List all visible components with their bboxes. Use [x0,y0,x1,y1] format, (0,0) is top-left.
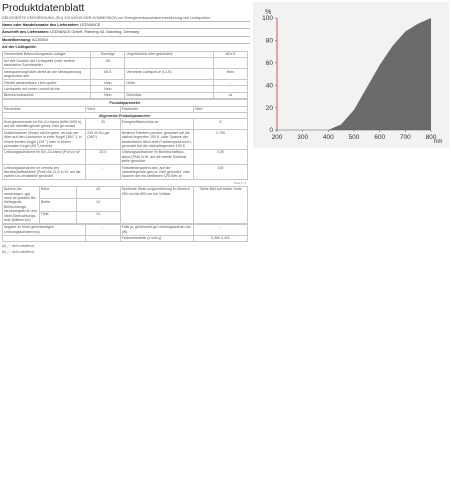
cell: G [194,119,248,130]
table-row [3,186,248,198]
table-row [3,69,248,80]
datasheet [2,2,250,254]
cell: Farbwiedergabeín-dex, auf die nächstliegende gan-ze Zahl gerundet, oder Spanne der ein-stellbaren CRI-Wer-te [120,165,194,180]
cell: Falls ja, gleichwerti-ge Leistungsaufnah-me (W) [120,224,194,235]
cell: Leistungsaufnahme im Bereitschaftszu-stand (Psb) in W, auf die zweite Dezimal-stelle gerundet [120,149,194,164]
cell: 235 lm Ku-gel (360°) [86,130,120,150]
cell: 100 [194,165,248,180]
cell: - [213,80,247,86]
cell: G9 [91,58,125,69]
y-tick-label: 40 [265,82,273,90]
cell: Blendschutzschild: [3,92,91,98]
cell: Hülle: [125,80,213,86]
x-tick-label: 800 [425,134,437,141]
dimensions-table [2,186,248,224]
params-table [2,99,248,186]
cell: NDLS [213,51,247,57]
cell: Farbwertanteile (x und y) [120,235,194,241]
params-heading: Produktparameter [3,100,248,106]
x-tick-label: 700 [399,134,411,141]
spectral-chart-svg [253,2,449,148]
table-row [3,165,248,180]
table-row [3,92,248,98]
supplier-address-label: Anschrift des Lieferanten: [2,30,50,35]
model-row [2,36,250,44]
x-tick-label: 200 [271,134,283,141]
cell: 0,00 [194,149,248,164]
supplier-brand-label: Name oder Handelsmarke des Lieferanten: [2,22,80,27]
supplier-brand-value: LEDVANCE [80,22,101,27]
cell: ähnliche Farbtem-peratur, gerundet auf die nächst-liegenden 100 K, oder Spanne der einstellbaren ähnli-chen Farbtempera-turen, gerundet auf die nächstliegenden 100 K [120,130,194,150]
table-row [3,224,248,235]
equivalent-table [2,224,248,242]
model-value: AC35304 [31,37,48,42]
x-tick-label: 500 [348,134,360,141]
cell: Vernetzte Lichtquel-le (CLS): [125,69,213,80]
table-row [3,149,248,164]
supplier-brand-row [2,21,250,29]
page-title: Produktdatenblatt [2,2,85,14]
cell: Energieverbrauch im Ein-Zu-stand (kWh/1000 h), auf die nächstliegende ganze Zahl ge-rundet [3,119,86,130]
table-row [3,130,248,150]
general-heading: Allgemeine Produktparameter: [3,113,248,119]
cell: Partiell abstimmbare Licht-quelle: [3,80,91,86]
cell: - [86,224,120,235]
supplier-address-value: LEDVANCE GmbH, Parkring 33, Garching, Germany [50,30,140,35]
y-tick-label: 60 [265,60,273,67]
cell: Nein [91,92,125,98]
y-tick-label: 0 [269,127,273,135]
cell: Leistungsaufnahme im vernetz-ten Bereitschaftsbetrieb (Pnet) für CLS in W, auf die zweite De-zimalstelle gerundet [3,165,86,180]
cell: 20,0 [86,149,120,164]
spectrum-area [277,18,431,130]
cell: MLS [91,69,125,80]
dimension-value: 14 [76,211,120,223]
cell [213,58,247,69]
page-marker: Seite 1 / 1 [233,180,247,185]
x-tick-label: 600 [374,134,386,141]
supplier-address-row [2,28,250,36]
spectral-label: Spektrale Strah-lungsverteilung im Bereich 250 nm bis 800 nm bei Volllast [120,186,194,223]
table-row [3,235,248,241]
dimension-name: Tiefe [39,211,76,223]
cell: - [86,165,120,180]
footnote: (b) „-“: nicht zutreffend; [2,250,35,255]
type-table [2,51,248,99]
y-tick-label: 20 [265,104,273,112]
cell: Nutzlichtstrom (Φuse) mit An-gabe, ob sich der Wert auf den Lichtstrom in einer Kugel (360 °), in einem breiten Kegel (120 °) oder in einem schmalen Kegel (90 °) bezieht [3,130,86,150]
regulation-intro: DELEGIERTE VERORDNUNG (EU) 2019/2015 DER KOMMISSION zur Energieverbrauchskennzeichnung von Lichtquellen [2,16,211,20]
cell: Dimmbar: [125,92,213,98]
cell: 0,460 0,411 [194,235,248,241]
dimension-value: 43 [76,186,120,198]
y-tick-label: 100 [262,15,273,23]
dimension-value: 14 [76,199,120,211]
x-axis-label: nm [434,139,443,145]
cell: Netzspannung/Nicht direkt an die Netzspannung angeschlos-sen: [3,69,91,80]
cell: Ungebündelt oder gebündelt: [125,51,213,57]
type-heading: Art der Lichtquelle: [2,43,250,51]
cell: Nein [91,86,125,92]
cell [3,235,86,241]
cell: 20 [86,119,120,130]
x-tick-label: 400 [322,134,334,141]
cell: Lichtquelle mit hoher Leucht-dichte [3,86,91,92]
cell [125,58,213,69]
column-header: Wert [86,106,120,112]
table-row [3,58,248,69]
y-axis-label: % [265,9,272,16]
model-label: Modellkennung: [2,37,32,42]
cell: - [194,224,248,235]
cell: Angabe zu einer gleichwertigen Leistungsaufnahme(a) [3,224,86,235]
x-tick-label: 300 [297,134,309,141]
spectral-value: Siehe Bild auf letzter Seite [194,186,248,223]
dimensions-label: Äußere Ab-messungen, ggf. ohne se-parates Be-triebsgerät, Beleuchtungs-steuerungstei-le und Nicht-Beleuchtungs-teile (Millime-ter) [3,186,40,223]
column-header: Parameter [3,106,86,112]
cell: Nein [91,80,125,86]
dimension-name: Höhe [39,186,76,198]
cell: Energieeffizienzklas-se [120,119,194,130]
spectral-chart [253,2,449,148]
footnote: (a) „-“: nicht zutreffend; [2,244,35,249]
cell: Art des Sockels der Lichtquelle (oder andere elektrische Schnittstelle) [3,58,91,69]
cell: 2 700 [194,130,248,150]
column-header: Wert [194,106,248,112]
cell: Sonstige [91,51,125,57]
cell: Verwendete Beleuchtungstech-nologie: [3,51,91,57]
y-tick-label: 80 [265,37,273,45]
column-header: Parameter [120,106,194,112]
dimension-name: Breite [39,199,76,211]
cell: Leistungsaufnahme im Ein-Zu-stand (Pon) in W [3,149,86,164]
table-row [3,119,248,130]
cell: Ja [213,92,247,98]
cell: Nein [213,69,247,80]
cell [86,235,120,241]
